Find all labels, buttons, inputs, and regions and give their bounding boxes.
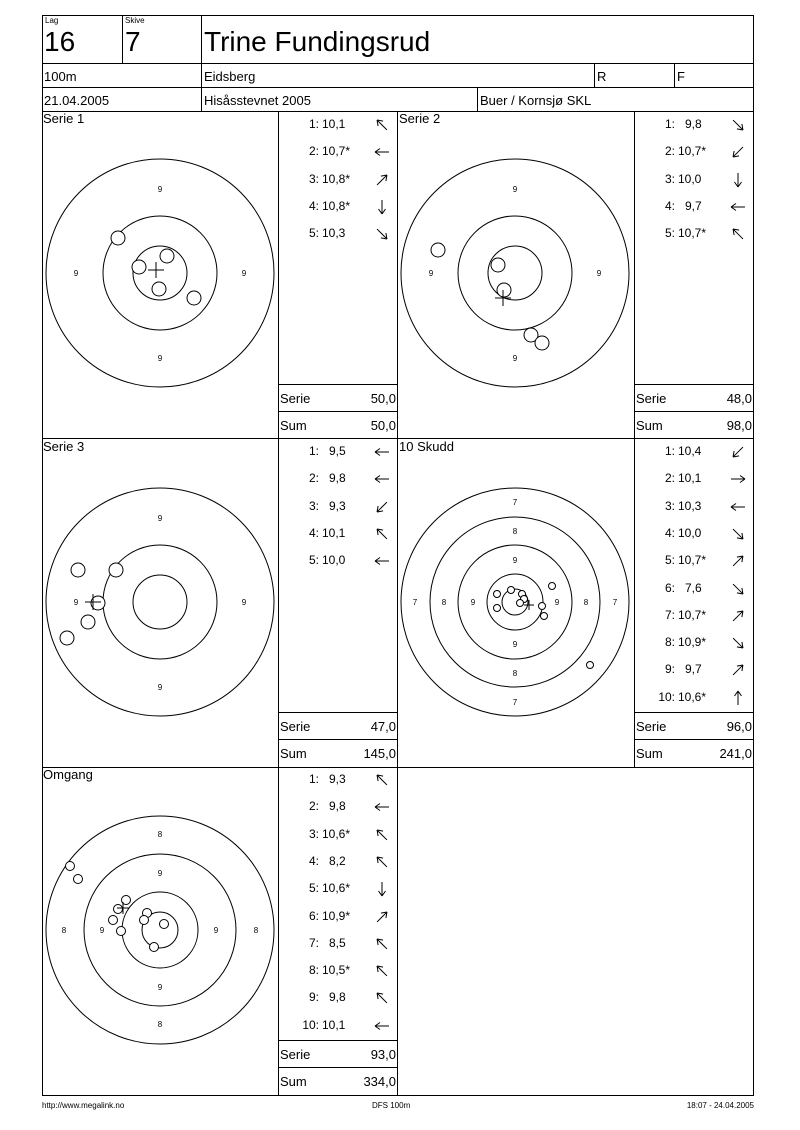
shot-value: 10,8* <box>322 198 351 213</box>
shot-value: 10,7* <box>678 226 707 241</box>
shot-value: 10,7* <box>678 607 707 622</box>
ring-label: 9 <box>470 598 476 607</box>
serie-value: 48,0 <box>726 391 752 406</box>
serie-value: 47,0 <box>370 719 396 734</box>
skive-label: Skive <box>125 16 145 25</box>
shot-value: 10,7* <box>678 144 707 159</box>
ring-label: 9 <box>596 269 602 278</box>
ring-8 <box>46 816 274 1044</box>
ring-label: 9 <box>554 598 560 607</box>
shot-hole <box>160 920 169 929</box>
sum-value: 145,0 <box>363 746 396 761</box>
shooter-name: Trine Fundingsrud <box>204 26 431 57</box>
sum-value: 334,0 <box>363 1074 396 1089</box>
shot-value: 9,3 <box>329 772 346 786</box>
panel-title-serie-2: Serie 2 <box>399 111 441 126</box>
shot-value: 9,5 <box>329 444 346 458</box>
ring-label: 8 <box>512 527 518 536</box>
ring-label: 7 <box>512 698 518 707</box>
shot-number: 9: <box>308 990 319 1005</box>
ring-label: 9 <box>512 354 518 363</box>
shot-number: 7: <box>664 607 675 622</box>
serie-value: 50,0 <box>370 391 396 406</box>
panel-title-serie-1: Serie 1 <box>43 111 85 126</box>
shot-number: 10: <box>302 1017 319 1032</box>
shot-value: 10,1 <box>678 471 702 486</box>
ring-label: 7 <box>512 498 518 507</box>
ring-10 <box>122 892 198 968</box>
sum-label: Sum <box>280 1074 307 1089</box>
serie-label: Serie <box>280 1047 311 1062</box>
shot-number: 8: <box>308 963 319 978</box>
ring-label: 9 <box>157 983 163 992</box>
sum-value: 241,0 <box>719 746 752 761</box>
shot-number: 2: <box>308 144 319 159</box>
date: 21.04.2005 <box>44 93 110 108</box>
shot-value: 8,2 <box>329 853 346 868</box>
shot-value: 10,3 <box>322 226 346 241</box>
shot-value: 10,4 <box>678 444 702 458</box>
shot-value: 10,9* <box>678 635 707 650</box>
shot-value: 10,0 <box>678 171 702 186</box>
shot-value: 10,1 <box>322 525 346 540</box>
shot-value: 10,9* <box>322 908 351 923</box>
sum-value: 50,0 <box>370 418 396 433</box>
shot-number: 5: <box>664 226 675 241</box>
shot-number: 2: <box>308 799 319 814</box>
ring-label: 9 <box>157 683 163 692</box>
sum-value: 98,0 <box>726 418 752 433</box>
r-label: R <box>597 69 607 84</box>
shot-hole <box>74 875 83 884</box>
event-name: Hisåsstevnet 2005 <box>204 93 311 108</box>
sum-label: Sum <box>636 746 663 761</box>
shot-value: 10,0 <box>322 553 346 568</box>
serie-value: 93,0 <box>370 1047 396 1062</box>
shot-number: 3: <box>308 498 319 513</box>
shot-value: 10,8* <box>322 171 351 186</box>
shot-number: 5: <box>308 226 319 241</box>
shot-value: 9,7 <box>685 198 702 213</box>
shot-number: 1: <box>664 444 675 458</box>
shot-value: 9,8 <box>329 471 346 486</box>
ring-label: 9 <box>512 185 518 194</box>
shot-value: 9,8 <box>685 117 702 131</box>
shot-hole <box>140 916 149 925</box>
sum-label: Sum <box>280 746 307 761</box>
shot-value: 10,7* <box>322 144 351 159</box>
ring-label: 9 <box>157 869 163 878</box>
shot-number: 7: <box>308 935 319 950</box>
shot-number: 2: <box>664 471 675 486</box>
shot-hole <box>66 862 75 871</box>
f-label: F <box>677 69 685 84</box>
shot-number: 3: <box>664 498 675 513</box>
ring-label: 9 <box>73 598 79 607</box>
ring-label: 9 <box>428 269 434 278</box>
shot-number: 4: <box>308 853 319 868</box>
panel-title-omgang: Omgang <box>43 767 93 782</box>
ring-label: 9 <box>73 269 79 278</box>
serie-label: Serie <box>280 391 311 406</box>
ring-label: 8 <box>583 598 589 607</box>
ring-label: 8 <box>512 669 518 678</box>
lag-label: Lag <box>45 16 59 25</box>
shot-number: 1: <box>308 772 319 786</box>
shot-number: 2: <box>308 471 319 486</box>
shot-value: 10,6* <box>678 689 707 704</box>
shot-value: 10,1 <box>322 1017 346 1032</box>
sum-label: Sum <box>636 418 663 433</box>
shot-number: 1: <box>308 117 319 131</box>
serie-label: Serie <box>636 391 667 406</box>
shot-hole <box>109 916 118 925</box>
shot-hole <box>114 905 123 914</box>
shot-number: 4: <box>308 198 319 213</box>
shot-number: 3: <box>308 171 319 186</box>
footer-center: DFS 100m <box>372 1101 411 1110</box>
panel-title-10-skudd: 10 Skudd <box>399 439 454 454</box>
shot-number: 4: <box>664 198 675 213</box>
panel-title-serie-3: Serie 3 <box>43 439 85 454</box>
shot-value: 7,6 <box>685 580 702 595</box>
shot-value: 9,3 <box>329 498 346 513</box>
shot-number: 6: <box>308 908 319 923</box>
ring-label: 9 <box>157 185 163 194</box>
ring-label: 9 <box>512 556 518 565</box>
skive-value: 7 <box>125 26 141 57</box>
shot-number: 3: <box>664 171 675 186</box>
serie-label: Serie <box>280 719 311 734</box>
shot-number: 10: <box>658 689 675 704</box>
ring-label: 9 <box>99 926 105 935</box>
shot-number: 5: <box>664 553 675 568</box>
ring-label: 8 <box>157 1020 163 1029</box>
ring-label: 9 <box>157 514 163 523</box>
shot-hole <box>117 927 126 936</box>
shot-value: 8,5 <box>329 935 346 950</box>
shot-value: 9,8 <box>329 990 346 1005</box>
serie-value: 96,0 <box>726 719 752 734</box>
ring-label: 8 <box>157 830 163 839</box>
distance: 100m <box>44 69 77 84</box>
club: Eidsberg <box>204 69 256 84</box>
shot-number: 4: <box>308 525 319 540</box>
shot-number: 5: <box>308 553 319 568</box>
ring-label: 8 <box>441 598 447 607</box>
ring-label: 9 <box>241 269 247 278</box>
shot-number: 3: <box>308 826 319 841</box>
ring-label: 7 <box>612 598 618 607</box>
shot-value: 10,6* <box>322 881 351 896</box>
shot-number: 6: <box>664 580 675 595</box>
ring-label: 9 <box>157 354 163 363</box>
shot-number: 8: <box>664 635 675 650</box>
range-name: Buer / Kornsjø SKL <box>480 93 592 108</box>
serie-label: Serie <box>636 719 667 734</box>
shot-number: 4: <box>664 525 675 540</box>
footer-url: http://www.megalink.no <box>42 1101 125 1110</box>
shot-number: 1: <box>308 444 319 458</box>
ring-label: 9 <box>241 598 247 607</box>
ring-label: 8 <box>61 926 67 935</box>
shot-value: 10,3 <box>678 498 702 513</box>
ring-label: 9 <box>512 640 518 649</box>
shot-number: 5: <box>308 881 319 896</box>
ring-label: 9 <box>213 926 219 935</box>
footer-timestamp: 18:07 - 24.04.2005 <box>686 1101 754 1110</box>
shot-hole <box>150 943 159 952</box>
shot-number: 1: <box>664 117 675 131</box>
shot-value: 10,7* <box>678 553 707 568</box>
shot-value: 10,1 <box>322 117 346 131</box>
shot-number: 2: <box>664 144 675 159</box>
shot-value: 10,6* <box>322 826 351 841</box>
sum-label: Sum <box>280 418 307 433</box>
ring-label: 7 <box>412 598 418 607</box>
shot-value: 10,5* <box>322 963 351 978</box>
shot-number: 9: <box>664 662 675 677</box>
shot-value: 10,0 <box>678 525 702 540</box>
lag-value: 16 <box>44 26 76 57</box>
shot-value: 9,8 <box>329 799 346 814</box>
shot-value: 9,7 <box>685 662 702 677</box>
ring-label: 8 <box>253 926 259 935</box>
